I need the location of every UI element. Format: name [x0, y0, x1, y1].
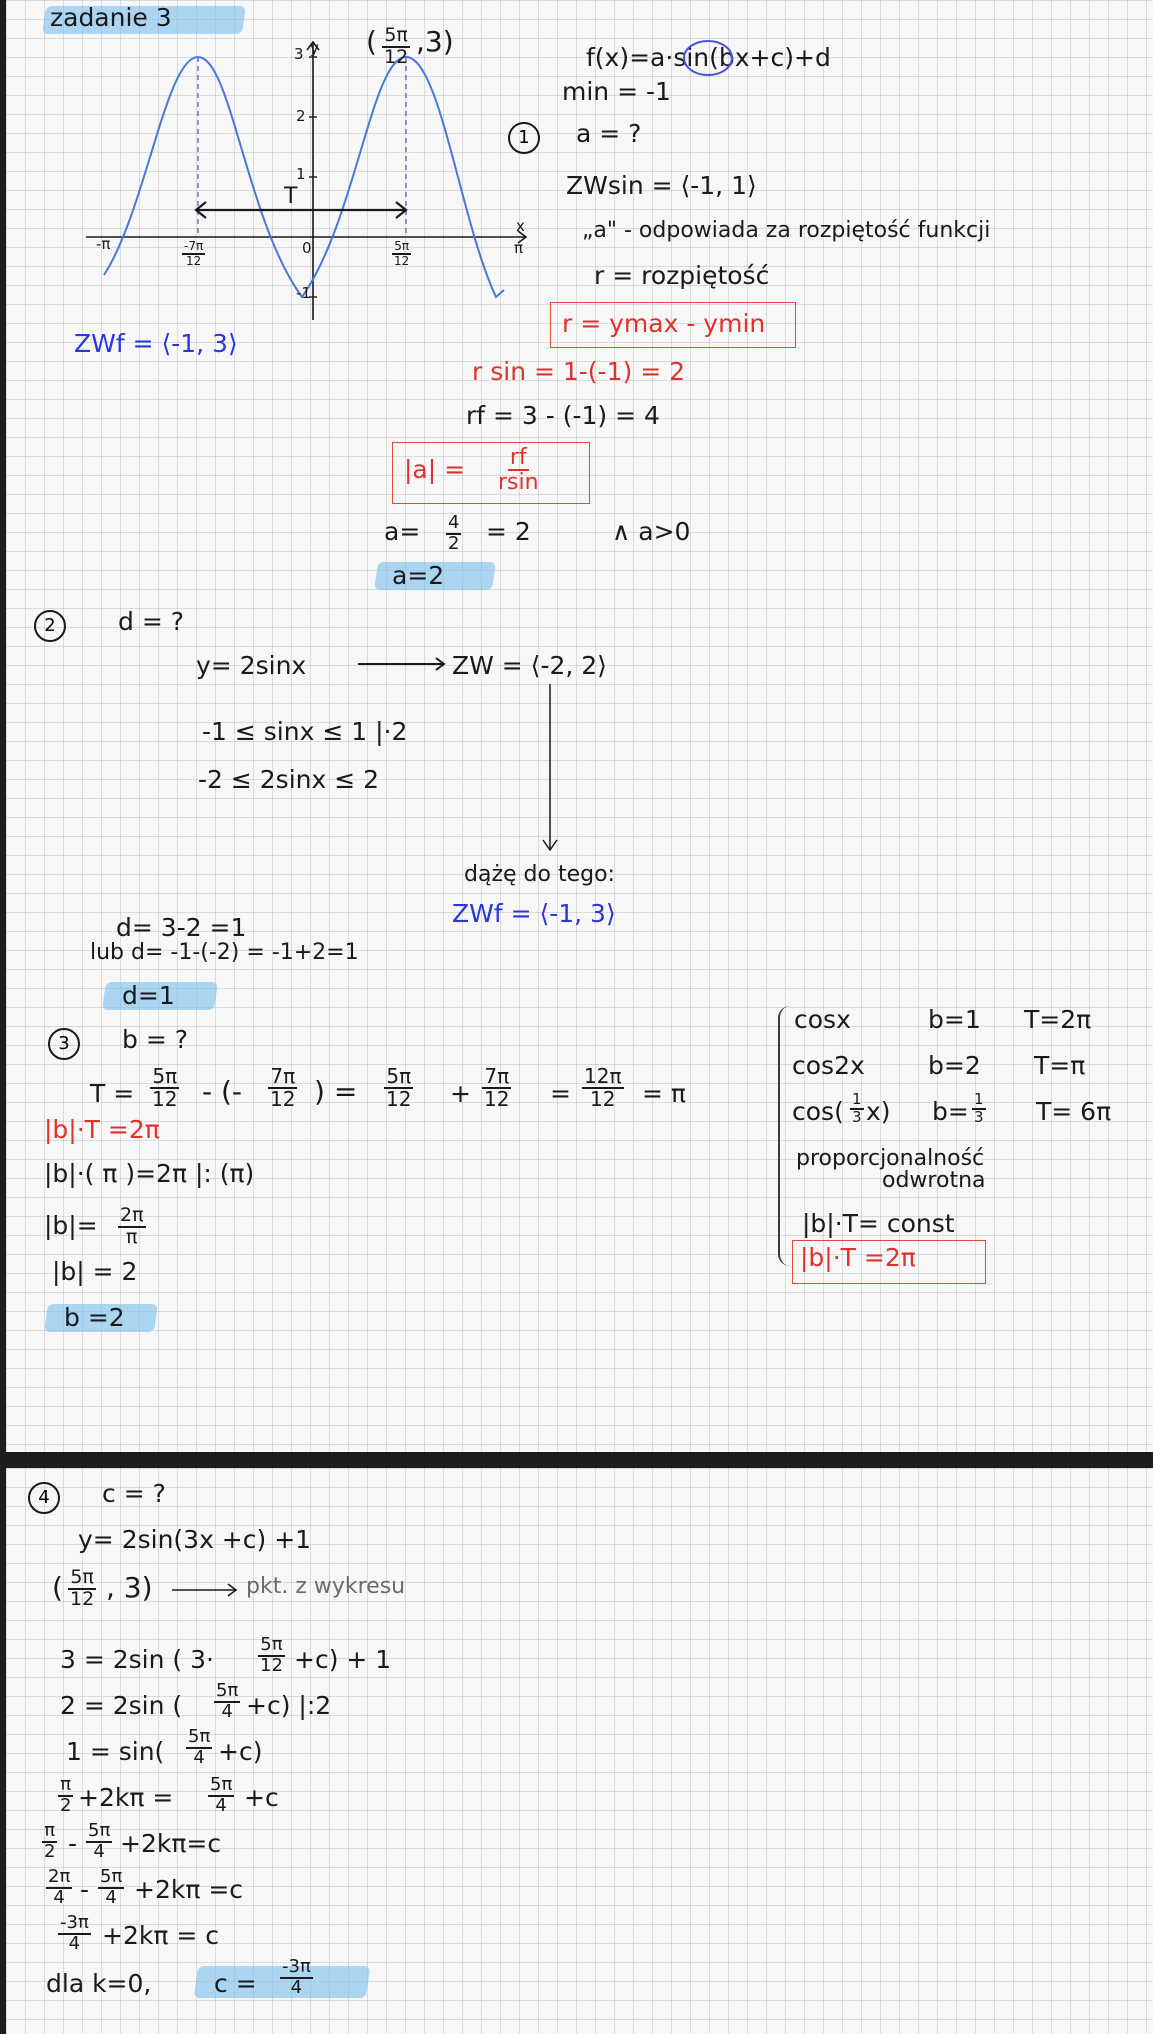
side-inverse: odwrotna [882, 1168, 986, 1193]
b-line-2-fraction: $\frac{2\pi}{\pi}$ [120, 1204, 144, 1248]
point-x: $\frac{5\pi}{12}$ [70, 1566, 95, 1610]
t-frac-2: $\frac{7\pi}{12}$ [270, 1064, 296, 1111]
x-tick-label-minus-7pi-12: $\frac{-7\pi}{12}$ [184, 239, 204, 268]
y-2sinx: y= 2sinx [196, 651, 307, 680]
d-answer: d=1 [122, 981, 175, 1010]
r-formula: r = ymax - ymin [562, 309, 766, 338]
c-line-2-fraction: $\frac{5\pi}{4}$ [216, 1680, 239, 1722]
side-r3-c1-b: x) [866, 1097, 891, 1126]
arrow-to-zw [358, 656, 448, 672]
point-x-fraction: $\frac{5\pi}{12}$ [384, 24, 409, 68]
r-definition: r = rozpiętość [594, 261, 770, 290]
side-r2-c2: b=2 [928, 1051, 981, 1080]
c-final-left: c = [214, 1969, 257, 1998]
t-frac-1: $\frac{5\pi}{12}$ [152, 1064, 178, 1111]
t-close-eq: ) = [314, 1075, 358, 1108]
step-4-badge: 4 [28, 1482, 60, 1514]
c-line-3-fraction: $\frac{5\pi}{4}$ [188, 1726, 211, 1768]
arrow-to-note [172, 1582, 242, 1598]
c-line-4-fraction-b: $\frac{5\pi}{4}$ [210, 1774, 233, 1816]
r-f-calc: rf = 3 - (-1) = 4 [466, 401, 660, 430]
d-calc-2: lub d= -1-(-2) = -1+2=1 [90, 940, 359, 965]
range-sin: ZWsin = ⟨-1, 1⟩ [566, 171, 757, 200]
point-open-paren: ( [366, 25, 377, 58]
step-1-badge: 1 [508, 122, 540, 154]
page-title: zadanie 3 [50, 3, 172, 32]
side-r2-c1: cos2x [792, 1051, 865, 1080]
c-final-fraction: $\frac{-3\pi}{4}$ [282, 1956, 311, 1998]
side-r1-c2: b=1 [928, 1005, 981, 1034]
point-close: , 3) [106, 1571, 153, 1604]
x-tick-label-minus-pi: -π [96, 235, 111, 253]
side-r3-c1-a: cos( [792, 1097, 844, 1126]
y-axis-label: y [310, 39, 319, 57]
step-3-badge: 3 [48, 1028, 80, 1060]
y-tick-label-1: 1 [296, 165, 306, 183]
range-zw-2sinx: ZW = ⟨-2, 2⟩ [452, 651, 607, 680]
t-frac-4: $\frac{7\pi}{12}$ [484, 1064, 510, 1111]
step-2-question: d = ? [118, 607, 184, 636]
note-page-2 [6, 1468, 1153, 2034]
c-line-5a: - [68, 1829, 78, 1858]
period-label: T [284, 184, 298, 209]
c-line-5-fraction-b: $\frac{5\pi}{4}$ [88, 1820, 111, 1862]
t-frac-5: $\frac{12\pi}{12}$ [584, 1064, 622, 1111]
c-line-6-fraction-b: $\frac{5\pi}{4}$ [100, 1866, 123, 1908]
x-axis-label: x [516, 217, 525, 235]
c-line-6-fraction-a: $\frac{2\pi}{4}$ [48, 1866, 71, 1908]
side-proportionality: proporcjonalność [796, 1146, 985, 1171]
bt-relation: |b|·T =2π [44, 1115, 160, 1144]
side-r3-c1-fraction: $\frac{1}{3}$ [852, 1090, 862, 1126]
a-calc-left: a= [384, 517, 421, 546]
x-tick-label-5pi-12: $\frac{5\pi}{12}$ [394, 239, 410, 268]
point-y-value: ,3) [416, 25, 454, 58]
target-range-zwf: ZWf = ⟨-1, 3⟩ [452, 899, 616, 928]
point-open: ( [52, 1571, 63, 1604]
abs-a-fraction: $\frac{rf}{rsin}$ [498, 445, 539, 496]
abs-a-left: |a| = [404, 455, 466, 484]
aim-text: dążę do tego: [464, 862, 615, 887]
side-r1-c3: T=2π [1024, 1005, 1092, 1034]
b-line-2-left: |b|= [44, 1211, 98, 1240]
b-line-3: |b| = 2 [52, 1257, 138, 1286]
arrow-down [540, 684, 560, 854]
b-line-1: |b|·( π )=2π |: (π) [44, 1159, 255, 1188]
t-left: T = [90, 1079, 135, 1108]
c-final-condition: dla k=0, [46, 1969, 152, 1998]
t-eq-pi: = π [642, 1079, 686, 1108]
c-line-4b: +c [244, 1783, 279, 1812]
b-answer: b =2 [64, 1303, 125, 1332]
side-notes-brace [778, 1006, 790, 1266]
t-eq: = [550, 1079, 571, 1108]
inequality-1: -1 ≤ sinx ≤ 1 |·2 [202, 717, 408, 746]
c-line-4a: +2kπ = [78, 1783, 174, 1812]
note-page-1 [6, 0, 1153, 1452]
c-line-1a: 3 = 2sin ( 3· [60, 1645, 214, 1674]
t-plus: + [450, 1079, 471, 1108]
inequality-2: -2 ≤ 2sinx ≤ 2 [198, 765, 380, 794]
side-boxed-relation: |b|·T =2π [800, 1243, 916, 1272]
d-calc-1: d= 3-2 =1 [116, 913, 247, 942]
step-4-question: c = ? [102, 1479, 166, 1508]
c-line-3a: 1 = sin( [66, 1737, 165, 1766]
t-minus-open: - (- [202, 1075, 243, 1108]
a-calc-fraction: $\frac{4}{2}$ [448, 512, 460, 554]
side-r2-c3: T=π [1034, 1051, 1086, 1080]
side-r1-c1: cosx [794, 1005, 851, 1034]
r-sin-calc: r sin = 1-(-1) = 2 [472, 357, 685, 386]
y-tick-label-minus-1: -1 [296, 284, 311, 302]
c-line-6b: +2kπ =c [134, 1875, 244, 1904]
a-calc-right: = 2 [486, 517, 531, 546]
range-zwf: ZWf = ⟨-1, 3⟩ [74, 329, 238, 358]
a-condition: ∧ a>0 [612, 517, 691, 546]
origin-label: 0 [302, 239, 312, 257]
t-frac-3: $\frac{5\pi}{12}$ [386, 1064, 412, 1111]
c-line-5b: +2kπ=c [120, 1829, 222, 1858]
side-r3-c2-fraction: $\frac{1}{3}$ [974, 1090, 984, 1126]
a-answer: a=2 [392, 561, 445, 590]
c-line-4-fraction-a: $\frac{\pi}{2}$ [60, 1774, 72, 1816]
c-line-6a: - [80, 1875, 90, 1904]
min-value: min = -1 [562, 77, 671, 106]
c-line-3b: +c) [218, 1737, 263, 1766]
c-line-5-fraction-a: $\frac{\pi}{2}$ [44, 1820, 56, 1862]
c-line-7-fraction: $\frac{-3\pi}{4}$ [60, 1912, 89, 1954]
sin-circle-mark [682, 38, 736, 78]
step-3-question: b = ? [122, 1025, 188, 1054]
y-tick-label-2: 2 [296, 107, 306, 125]
c-line-2b: +c) |:2 [246, 1691, 332, 1720]
function-formula: f(x)=a·sin(bx+c)+d [586, 43, 831, 72]
function-with-values: y= 2sin(3x +c) +1 [78, 1525, 312, 1554]
step-2-badge: 2 [34, 610, 66, 642]
c-line-2a: 2 = 2sin ( [60, 1691, 183, 1720]
side-r3-c3: T= 6π [1036, 1097, 1112, 1126]
step-1-question: a = ? [576, 119, 642, 148]
c-line-1-fraction: $\frac{5\pi}{12}$ [260, 1634, 283, 1676]
side-const: |b|·T= const [802, 1209, 955, 1238]
x-tick-label-pi: π [514, 239, 524, 257]
a-note: „a" - odpowiada za rozpiętość funkcji [582, 218, 991, 243]
point-note: pkt. z wykresu [246, 1574, 406, 1599]
c-line-1b: +c) + 1 [294, 1645, 392, 1674]
c-line-7b: +2kπ = c [102, 1921, 219, 1950]
side-r3-c2-a: b= [932, 1097, 969, 1126]
y-tick-label-3: 3 [294, 45, 304, 63]
